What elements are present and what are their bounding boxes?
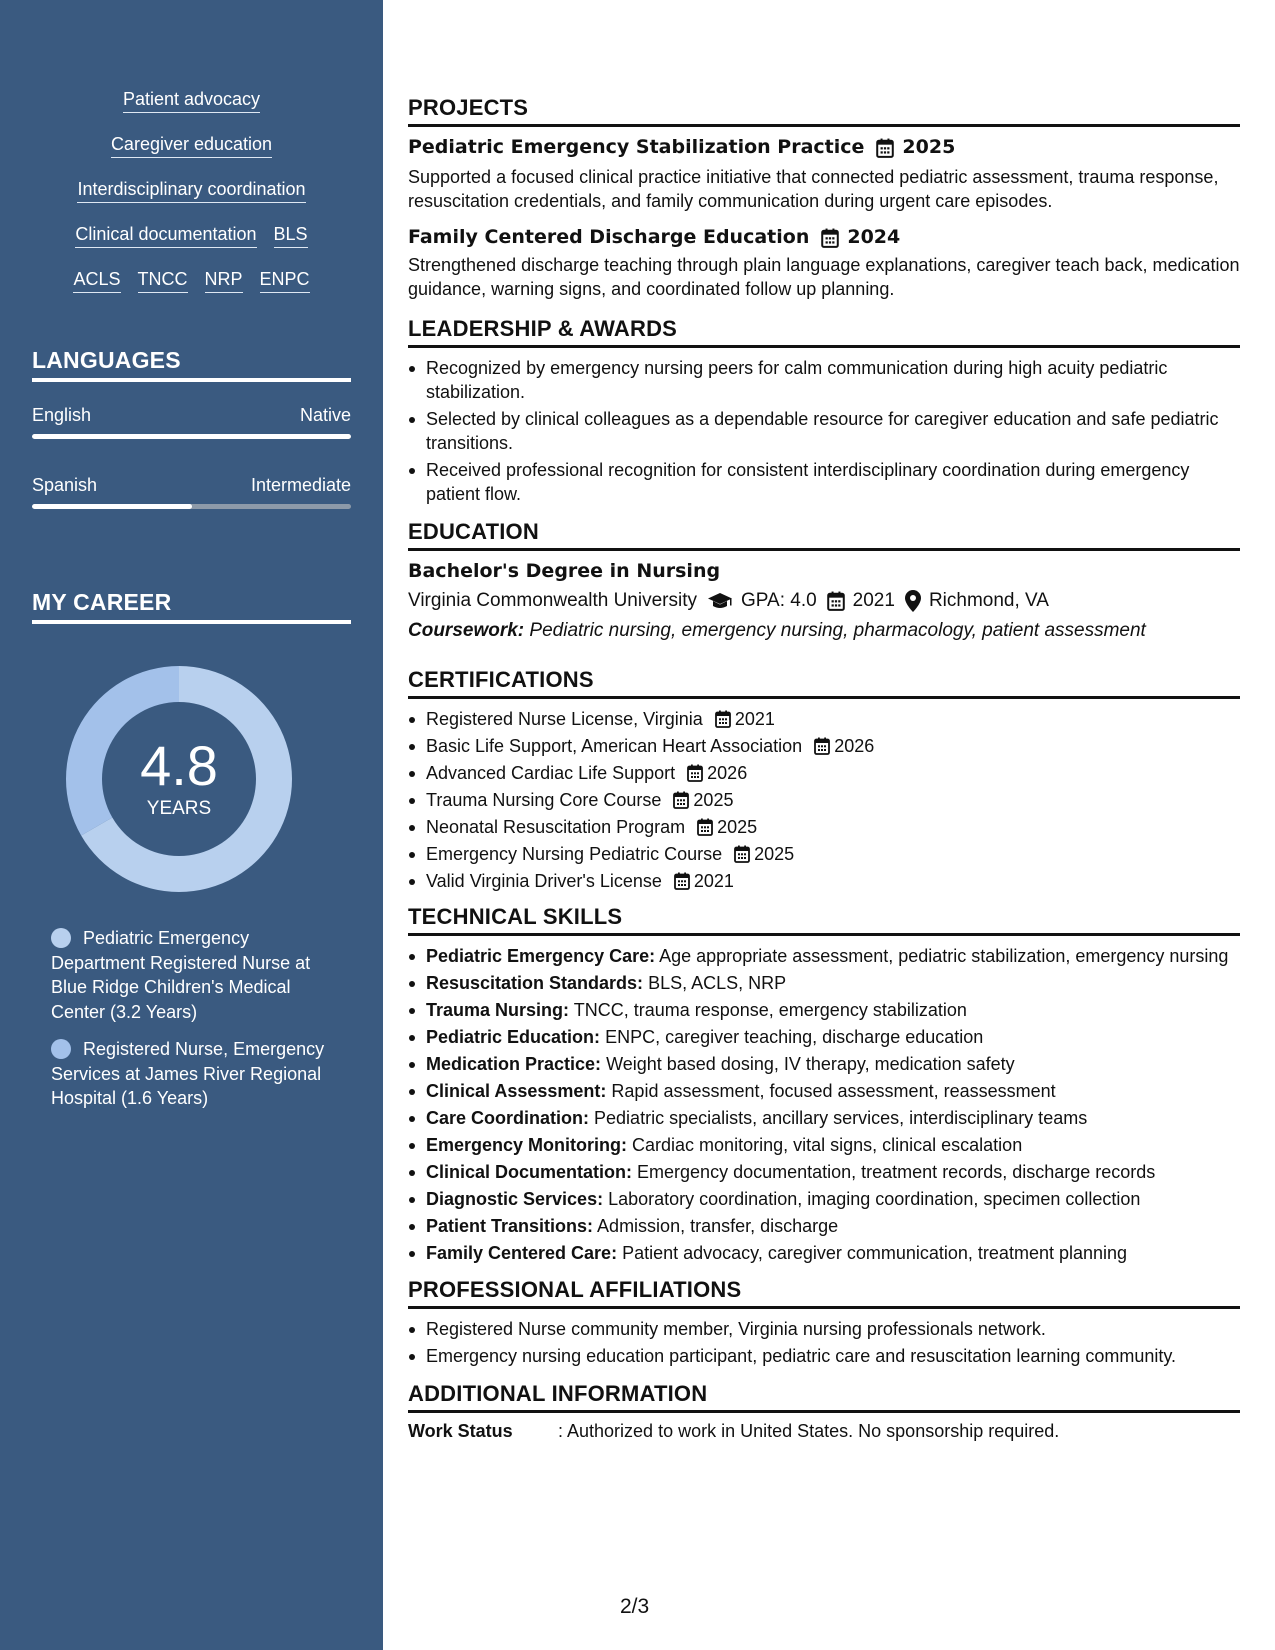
- school-name: Virginia Commonwealth University: [408, 590, 697, 611]
- skill-label: Emergency Monitoring:: [426, 1135, 628, 1155]
- career-total-value: 4.8: [140, 734, 218, 797]
- skill-tag-row: [0, 133, 383, 158]
- skill-label: Clinical Documentation:: [426, 1162, 633, 1182]
- list-item: [408, 1241, 1240, 1265]
- work-status-value: : Authorized to work in United States. No sponsorship required.: [558, 1421, 1060, 1441]
- language-item: [32, 404, 351, 439]
- list-item: Received professional recognition for consistent interdisciplinary coordination during emergency patient flow.: [408, 458, 1240, 506]
- list-item: [408, 1133, 1240, 1157]
- coursework-label: Coursework:: [408, 620, 525, 641]
- list-item: [408, 1106, 1240, 1130]
- language-proficiency-fill: [32, 434, 351, 439]
- skill-label: Pediatric Emergency Care:: [426, 946, 656, 966]
- list-item: [408, 734, 1240, 758]
- skill-text: Weight based dosing, IV therapy, medication safety: [606, 1054, 1015, 1074]
- calendar-icon: [821, 228, 839, 248]
- project-description: Supported a focused clinical practice initiative that connected pediatric assessment, trauma response, resuscitation credentials, and family communication during urgent care episodes.: [408, 167, 1219, 211]
- list-item: [408, 1160, 1240, 1184]
- leadership-list: [408, 356, 1240, 506]
- languages-heading: LANGUAGES: [32, 346, 351, 382]
- list-item: [408, 971, 1240, 995]
- language-name: Spanish: [32, 475, 98, 495]
- skill-tag[interactable]: BLS: [274, 223, 308, 248]
- list-item: Registered Nurse community member, Virginia nursing professionals network.: [408, 1317, 1240, 1341]
- certification-name: Basic Life Support, American Heart Association: [426, 736, 803, 756]
- list-item: [408, 842, 1240, 866]
- career-total-unit: YEARS: [146, 798, 212, 819]
- list-item: [408, 1025, 1240, 1049]
- language-proficiency-fill: [32, 504, 192, 509]
- projects-heading: PROJECTS: [408, 94, 1240, 127]
- certification-name: Trauma Nursing Core Course: [426, 790, 662, 810]
- calendar-icon: [827, 591, 845, 611]
- skill-label: Clinical Assessment:: [426, 1081, 607, 1101]
- skill-tag[interactable]: Clinical documentation: [75, 223, 256, 248]
- certification-year: 2025: [754, 844, 795, 864]
- work-status-label: Work Status: [408, 1421, 513, 1441]
- graduation-cap-icon: [707, 592, 733, 610]
- gpa: GPA: 4.0: [740, 590, 817, 611]
- project-year: 2024: [847, 226, 901, 248]
- technical-skills-list: [408, 944, 1240, 1265]
- skill-text: Laboratory coordination, imaging coordination, specimen collection: [608, 1189, 1141, 1209]
- calendar-icon: [715, 710, 731, 728]
- project-description: Strengthened discharge teaching through plain language explanations, caregiver teach back, medication guidance, warning signs, and coordinated follow up planning.: [408, 255, 1240, 299]
- certification-year: 2025: [693, 790, 734, 810]
- skill-label: Medication Practice:: [426, 1054, 602, 1074]
- degree-title: Bachelor's Degree in Nursing: [408, 560, 721, 582]
- skill-label: Diagnostic Services:: [426, 1189, 604, 1209]
- skill-text: Rapid assessment, focused assessment, reassessment: [611, 1081, 1056, 1101]
- skill-text: Patient advocacy, caregiver communication, treatment planning: [622, 1243, 1128, 1263]
- list-item: Selected by clinical colleagues as a dependable resource for caregiver education and safe pediatric transitions.: [408, 407, 1240, 455]
- certification-year: 2025: [717, 817, 758, 837]
- list-item: Emergency nursing education participant, pediatric care and resuscitation learning community.: [408, 1344, 1240, 1368]
- list-item: [408, 815, 1240, 839]
- skill-tag[interactable]: NRP: [205, 268, 243, 293]
- career-item-text: Pediatric Emergency Department Registered Nurse at Blue Ridge Children's Medical Center (3.2 Years): [51, 928, 311, 1022]
- list-item: [408, 761, 1240, 785]
- language-level: Native: [299, 405, 351, 425]
- language-item: [32, 474, 351, 509]
- calendar-icon: [697, 818, 713, 836]
- list-item: [408, 788, 1240, 812]
- list-item: [408, 1214, 1240, 1238]
- career-item: [51, 1037, 331, 1111]
- certifications-list: [408, 707, 1240, 893]
- certification-year: 2021: [734, 709, 775, 729]
- list-item: [408, 1187, 1240, 1211]
- project-title: Family Centered Discharge Education: [408, 226, 810, 248]
- calendar-icon: [734, 845, 750, 863]
- calendar-icon: [674, 872, 690, 890]
- project-title-row: [408, 135, 1240, 160]
- certification-year: 2026: [834, 736, 875, 756]
- work-status-row: [408, 1419, 1240, 1443]
- career-list: [51, 926, 331, 1124]
- affiliations-list: [408, 1317, 1240, 1368]
- skill-label: Pediatric Education:: [426, 1027, 601, 1047]
- graduation-year: 2021: [852, 590, 895, 611]
- list-item: [408, 707, 1240, 731]
- skill-text: BLS, ACLS, NRP: [648, 973, 787, 993]
- skill-text: Admission, transfer, discharge: [597, 1216, 839, 1236]
- career-item: [51, 926, 331, 1024]
- leadership-heading: LEADERSHIP & AWARDS: [408, 315, 1240, 348]
- certification-year: 2026: [707, 763, 748, 783]
- page-number: 2/3: [620, 1595, 650, 1618]
- skill-label: Family Centered Care:: [426, 1243, 618, 1263]
- skill-text: Age appropriate assessment, pediatric stabilization, emergency nursing: [659, 946, 1229, 966]
- language-proficiency-bar: [32, 504, 351, 509]
- location-pin-icon: [905, 590, 921, 612]
- skill-tag[interactable]: Caregiver education: [111, 133, 272, 158]
- skill-text: TNCC, trauma response, emergency stabilization: [573, 1000, 967, 1020]
- certification-name: Valid Virginia Driver's License: [426, 871, 662, 891]
- certification-name: Emergency Nursing Pediatric Course: [426, 844, 723, 864]
- skill-tag[interactable]: TNCC: [138, 268, 188, 293]
- skill-text: Pediatric specialists, ancillary services, interdisciplinary teams: [594, 1108, 1088, 1128]
- skill-tag-row: [0, 178, 383, 203]
- language-name: English: [32, 405, 92, 425]
- skill-label: Resuscitation Standards:: [426, 973, 644, 993]
- sidebar: [0, 0, 383, 1650]
- list-item: [408, 869, 1240, 893]
- certification-year: 2021: [693, 871, 734, 891]
- education-heading: EDUCATION: [408, 518, 1240, 551]
- project-title-row: [408, 225, 1240, 250]
- skill-text: ENPC, caregiver teaching, discharge education: [605, 1027, 984, 1047]
- calendar-icon: [814, 737, 830, 755]
- career-item-text: Registered Nurse, Emergency Services at James River Regional Hospital (1.6 Years): [51, 1039, 325, 1108]
- list-item: [408, 998, 1240, 1022]
- skill-text: Emergency documentation, treatment records, discharge records: [637, 1162, 1156, 1182]
- skill-label: Patient Transitions:: [426, 1216, 594, 1236]
- skill-tag[interactable]: ENPC: [260, 268, 310, 293]
- skill-tag[interactable]: Interdisciplinary coordination: [77, 178, 305, 203]
- list-item: [408, 1079, 1240, 1103]
- career-legend-dot: [51, 928, 71, 948]
- list-item: Recognized by emergency nursing peers for calm communication during high acuity pediatric stabilization.: [408, 356, 1240, 404]
- list-item: [408, 1052, 1240, 1076]
- calendar-icon: [673, 791, 689, 809]
- coursework-text: Pediatric nursing, emergency nursing, pharmacology, patient assessment: [529, 620, 1146, 641]
- school-location: Richmond, VA: [928, 590, 1049, 611]
- language-level: Intermediate: [250, 475, 351, 495]
- skill-tag[interactable]: Patient advocacy: [123, 88, 260, 113]
- certification-name: Registered Nurse License, Virginia: [426, 709, 703, 729]
- certifications-heading: CERTIFICATIONS: [408, 666, 1240, 699]
- career-legend-dot: [51, 1039, 71, 1059]
- career-donut-chart: [66, 666, 292, 892]
- certification-name: Neonatal Resuscitation Program: [426, 817, 686, 837]
- coursework: [408, 618, 1240, 644]
- additional-info-heading: ADDITIONAL INFORMATION: [408, 1380, 1240, 1413]
- project-title: Pediatric Emergency Stabilization Practice: [408, 136, 865, 158]
- education-details: [408, 588, 1240, 614]
- career-heading: MY CAREER: [32, 588, 351, 624]
- list-item: [408, 944, 1240, 968]
- main-content: [408, 94, 1240, 1443]
- skill-label: Care Coordination:: [426, 1108, 590, 1128]
- skill-tag-row: [0, 268, 383, 293]
- skill-text: Cardiac monitoring, vital signs, clinical escalation: [632, 1135, 1023, 1155]
- technical-skills-heading: TECHNICAL SKILLS: [408, 903, 1240, 936]
- skill-tag[interactable]: ACLS: [73, 268, 120, 293]
- calendar-icon: [687, 764, 703, 782]
- affiliations-heading: PROFESSIONAL AFFILIATIONS: [408, 1276, 1240, 1309]
- skill-tag-row: [0, 223, 383, 248]
- project-year: 2025: [902, 136, 956, 158]
- certification-name: Advanced Cardiac Life Support: [426, 763, 676, 783]
- skill-label: Trauma Nursing:: [426, 1000, 570, 1020]
- skill-tag-row: [0, 88, 383, 113]
- calendar-icon: [876, 138, 894, 158]
- language-proficiency-bar: [32, 434, 351, 439]
